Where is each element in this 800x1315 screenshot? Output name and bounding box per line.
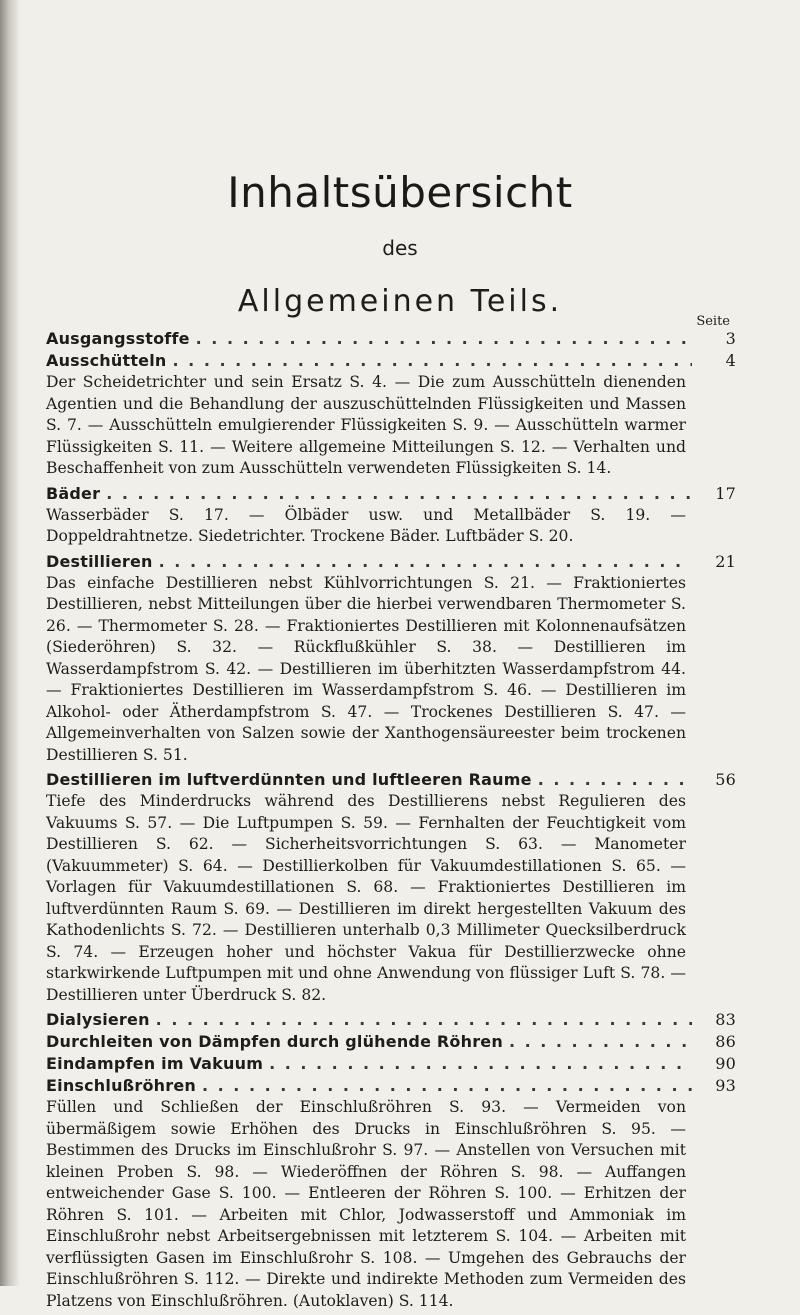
toc-entry-description: Tiefe des Minderdrucks während des Destillierens nebst Regulieren des Vakuums S. 57. — Die Luftpumpen S. 59. — Fernhalten der Feuchtigkeit vom Destillieren S. 62. — Sicherheitsvorrichtungen S. 63. — Manometer (Vakuummeter) S. 64. — Destillierkolben für Vakuumdestillationen S. 65. — Vorlagen für Vakuumdestillationen S. 68. — Fraktioniertes Destillieren im luftverdünnten Raum S. 69. — Destillieren im direkt hergestellten Vakuum des Kathodenlichts S. 72. — Destillieren unterhalb 0,3 Millimeter Quecksilberdruck S. 74. — Erzeugen hoher und höchster Vakua für Destillierzwecke ohne starkwirkende Luftpumpen mit und ohne Anwendung von flüssiger Luft S. 78. — Destillieren unter Überdruck S. 82. <box>46 792 686 1004</box>
toc-entry-heading-row <box>46 1009 736 1031</box>
table-of-contents <box>46 328 736 1315</box>
toc-entry-page: 83 <box>715 1010 736 1029</box>
toc-entry-page: 56 <box>715 770 736 789</box>
toc-entry-heading: Eindampfen im Vakuum <box>46 1054 264 1073</box>
toc-entry-heading: Destillieren im luftverdünnten und luftleeren Raume <box>46 770 532 789</box>
toc-entry-heading-row <box>46 769 736 791</box>
toc-entry-page: 3 <box>725 329 736 348</box>
toc-entry-heading: Ausgangsstoffe <box>46 329 190 348</box>
toc-entry-heading: Bäder <box>46 483 101 503</box>
toc-entry-heading-row <box>46 483 736 505</box>
part-title: Allgemeinen Teils. <box>237 284 563 319</box>
leader-dots <box>156 1009 692 1031</box>
toc-entry <box>46 1009 736 1031</box>
toc-entry-heading: Ausschütteln <box>46 351 167 370</box>
toc-entry-heading: Einschlußröhren <box>46 1076 196 1095</box>
leader-dots <box>106 483 692 505</box>
toc-entry-heading-row <box>46 350 736 372</box>
toc-entry <box>46 350 736 480</box>
toc-entry-heading-row <box>46 1075 736 1097</box>
page-subtitle: des <box>382 236 418 260</box>
toc-entry-heading-row <box>46 328 736 350</box>
leader-dots <box>269 1053 692 1075</box>
toc-entry <box>46 483 736 548</box>
leader-dots <box>173 350 692 372</box>
toc-entry-description: Wasserbäder S. 17. — Ölbäder usw. und Metallbäder S. 19. — Doppeldrahtnetze. Siedetrichter. Trockene Bäder. Luftbäder S. 20. <box>46 505 686 545</box>
toc-entry-description: Der Scheidetrichter und sein Ersatz S. 4. — Die zum Ausschütteln dienenden Agentien und die Behandlung der auszuschüttelnden Flüssigkeiten und Massen S. 7. — Ausschütteln emulgierender Flüssigkeiten S. 9. — Ausschütteln warmer Flüssigkeiten S. 11. — Weitere allgemeine Mitteilungen S. 12. — Verhalten und Beschaffenheit von zum Ausschütteln verwendeten Flüssigkeiten S. 14. <box>46 373 686 477</box>
page-column-label: Seite <box>696 314 730 329</box>
toc-entry-heading: Durchleiten von Dämpfen durch glühende Röhren <box>46 1032 503 1051</box>
toc-entry-description: Das einfache Destillieren nebst Kühlvorrichtungen S. 21. — Fraktioniertes Destillieren, nebst Mitteilungen über die hierbei verwendbaren Thermometer S. 26. — Thermometer S. 28. — Fraktioniertes Destillieren mit Kolonnenaufsätzen (Siederöhren) S. 32. — Rückflußkühler S. 38. — Destillieren im Wasserdampfstrom S. 42. — Destillieren im überhitzten Wasserdampfstrom 44. — Fraktioniertes Destillieren im Wasserdampfstrom S. 46. — Destillieren im Alkohol- oder Ätherdampfstrom S. 47. — Trockenes Destillieren S. 47. — Allgemeinverhalten von Salzen sowie der Xanthogensäureester beim trockenen Destillieren S. 51. <box>46 573 686 764</box>
page-title: Inhaltsübersicht <box>227 168 573 217</box>
leader-dots <box>509 1031 692 1053</box>
toc-entry-heading-row <box>46 1053 736 1075</box>
toc-entry-page: 4 <box>725 351 736 370</box>
leader-dots <box>538 769 692 791</box>
toc-entry <box>46 1075 736 1312</box>
toc-entry <box>46 551 736 767</box>
toc-entry-page: 21 <box>715 551 736 571</box>
toc-entry-description: Füllen und Schließen der Einschlußröhren S. 93. — Vermeiden von übermäßigem sowie Erhöhen des Drucks in Einschlußröhren S. 95. — Bestimmen des Drucks im Einschlußrohr S. 97. — Anstellen von Versuchen mit kleinen Proben S. 98. — Wiederöffnen der Röhren S. 98. — Auffangen entweichender Gase S. 100. — Entleeren der Röhren S. 100. — Erhitzen der Röhren S. 101. — Arbeiten mit Chlor, Jodwasserstoff und Ammoniak im Einschlußrohr nebst Arbeitsergebnissen mit letzterem S. 104. — Arbeiten mit verflüssigten Gasen im Einschlußrohr S. 108. — Umgehen des Gebrauchs der Einschlußröhren S. 112. — Direkte und indirekte Methoden zum Vermeiden des Platzens von Einschlußröhren. (Autoklaven) S. 114. <box>46 1098 686 1310</box>
leader-dots <box>202 1075 692 1097</box>
toc-entry-page: 86 <box>715 1032 736 1051</box>
toc-entry-heading: Destillieren <box>46 551 153 571</box>
toc-entry <box>46 1053 736 1075</box>
toc-entry-page: 93 <box>715 1076 736 1095</box>
leader-dots <box>159 551 692 573</box>
toc-entry-page: 17 <box>715 483 736 503</box>
toc-entry <box>46 328 736 350</box>
toc-entry <box>46 1031 736 1053</box>
toc-entry <box>46 769 736 1006</box>
toc-entry-heading: Dialysieren <box>46 1010 150 1029</box>
leader-dots <box>196 328 692 350</box>
toc-entry-page: 90 <box>715 1054 736 1073</box>
toc-entry-heading-row <box>46 551 736 573</box>
toc-entry-heading-row <box>46 1031 736 1053</box>
